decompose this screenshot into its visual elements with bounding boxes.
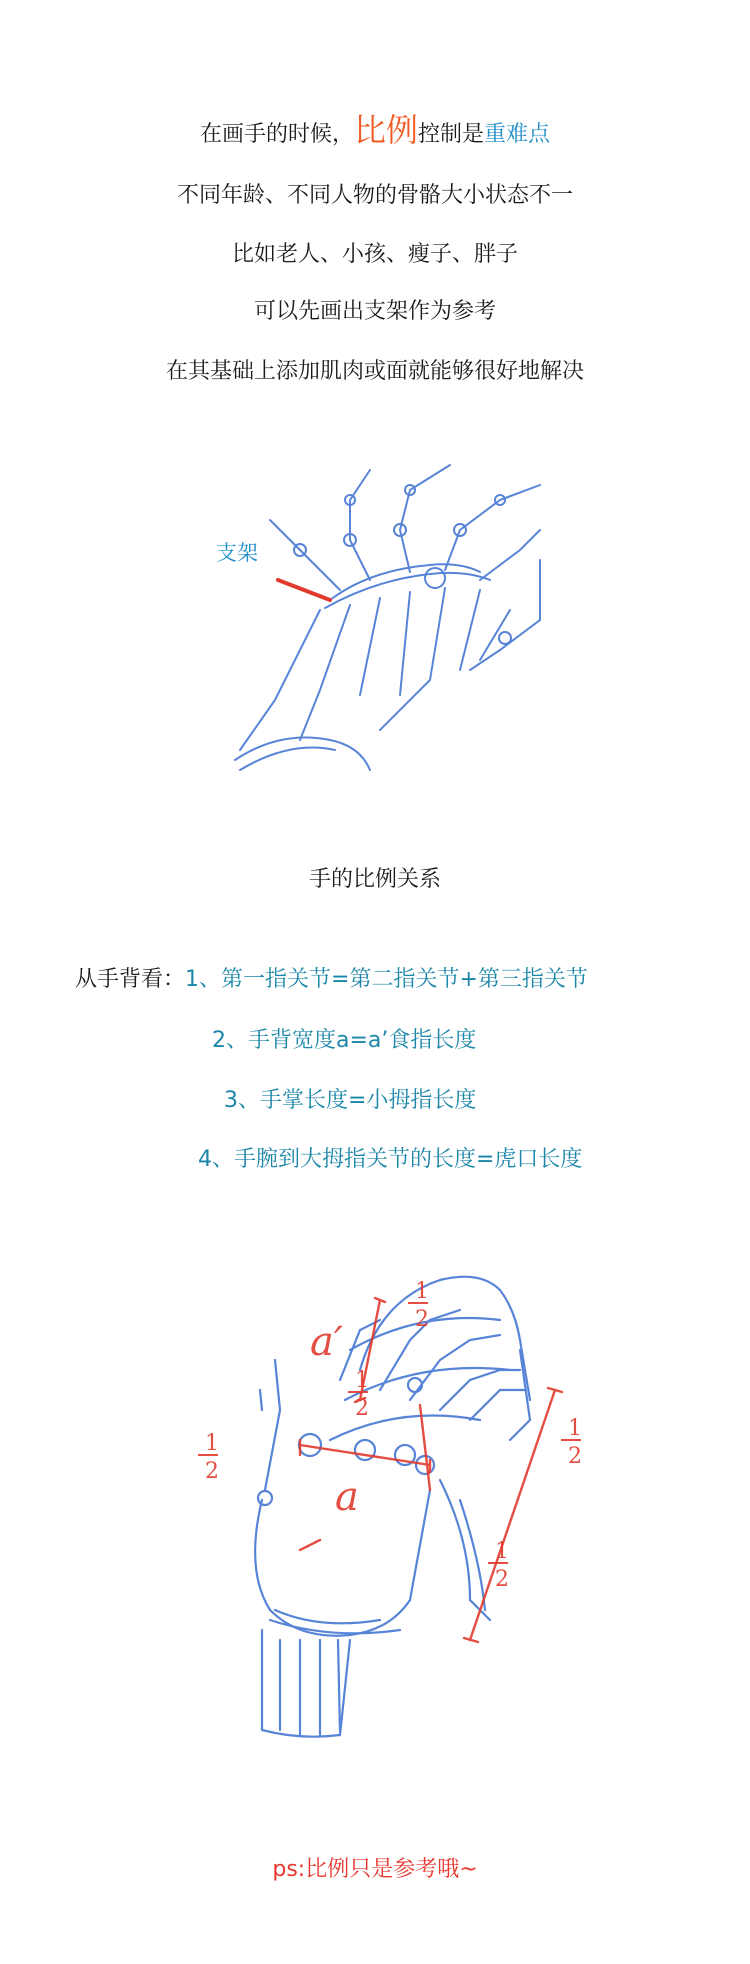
fraction-right-upper (561, 1416, 582, 1469)
intro-prefix: 在画手的时候， (199, 122, 354, 147)
rule-1-text: 1、第一指关节=第二指关节+第三指关节 (185, 967, 588, 992)
hand-frame-sketch (0, 440, 750, 780)
intro-line-2: 不同年龄、不同人物的骨骼大小状态不一 (176, 183, 573, 208)
intro-line-1 (0, 108, 750, 157)
fraction-right-lower (488, 1539, 509, 1592)
svg-text:2: 2 (205, 1459, 219, 1484)
intro-line-3: 比如老人、小孩、瘦子、胖子 (231, 242, 518, 267)
svg-text:2: 2 (568, 1444, 582, 1469)
fraction-left (198, 1431, 219, 1484)
intro-line-4: 可以先画出支架作为参考 (253, 299, 496, 324)
proportions-rule-2: 2、手背宽度a=a’食指长度 (212, 1028, 477, 1053)
svg-text:2: 2 (415, 1307, 429, 1332)
fraction-mid (348, 1368, 369, 1421)
svg-text:1: 1 (568, 1416, 582, 1441)
intro-line-5: 在其基础上添加肌肉或面就能够很好地解决 (165, 359, 584, 384)
proportions-lead: 从手背看： (75, 967, 186, 992)
proportions-rule-1 (75, 962, 588, 993)
intro-key-point: 重难点 (484, 122, 551, 147)
svg-text:1: 1 (495, 1539, 509, 1564)
svg-text:1: 1 (205, 1431, 219, 1456)
proportions-rule-4: 4、手腕到大拇指关节的长度=虎口长度 (198, 1147, 583, 1172)
hand-proportion-sketch (0, 1240, 750, 1770)
svg-text:1: 1 (355, 1368, 369, 1393)
svg-text:1: 1 (415, 1279, 429, 1304)
frame-label: 支架 (216, 541, 258, 565)
intro-mid: 控制是 (418, 122, 485, 147)
label-a-prime: a′ (310, 1319, 343, 1365)
intro-emphasis: 比例 (353, 111, 418, 149)
label-a: a (335, 1474, 359, 1520)
svg-text:2: 2 (495, 1567, 509, 1592)
proportions-rule-3: 3、手掌长度=小拇指长度 (224, 1088, 477, 1113)
footer-note: ps:比例只是参考哦~ (272, 1857, 478, 1882)
frame-pointer (278, 580, 330, 600)
svg-text:2: 2 (355, 1396, 369, 1421)
proportions-heading: 手的比例关系 (308, 867, 441, 892)
